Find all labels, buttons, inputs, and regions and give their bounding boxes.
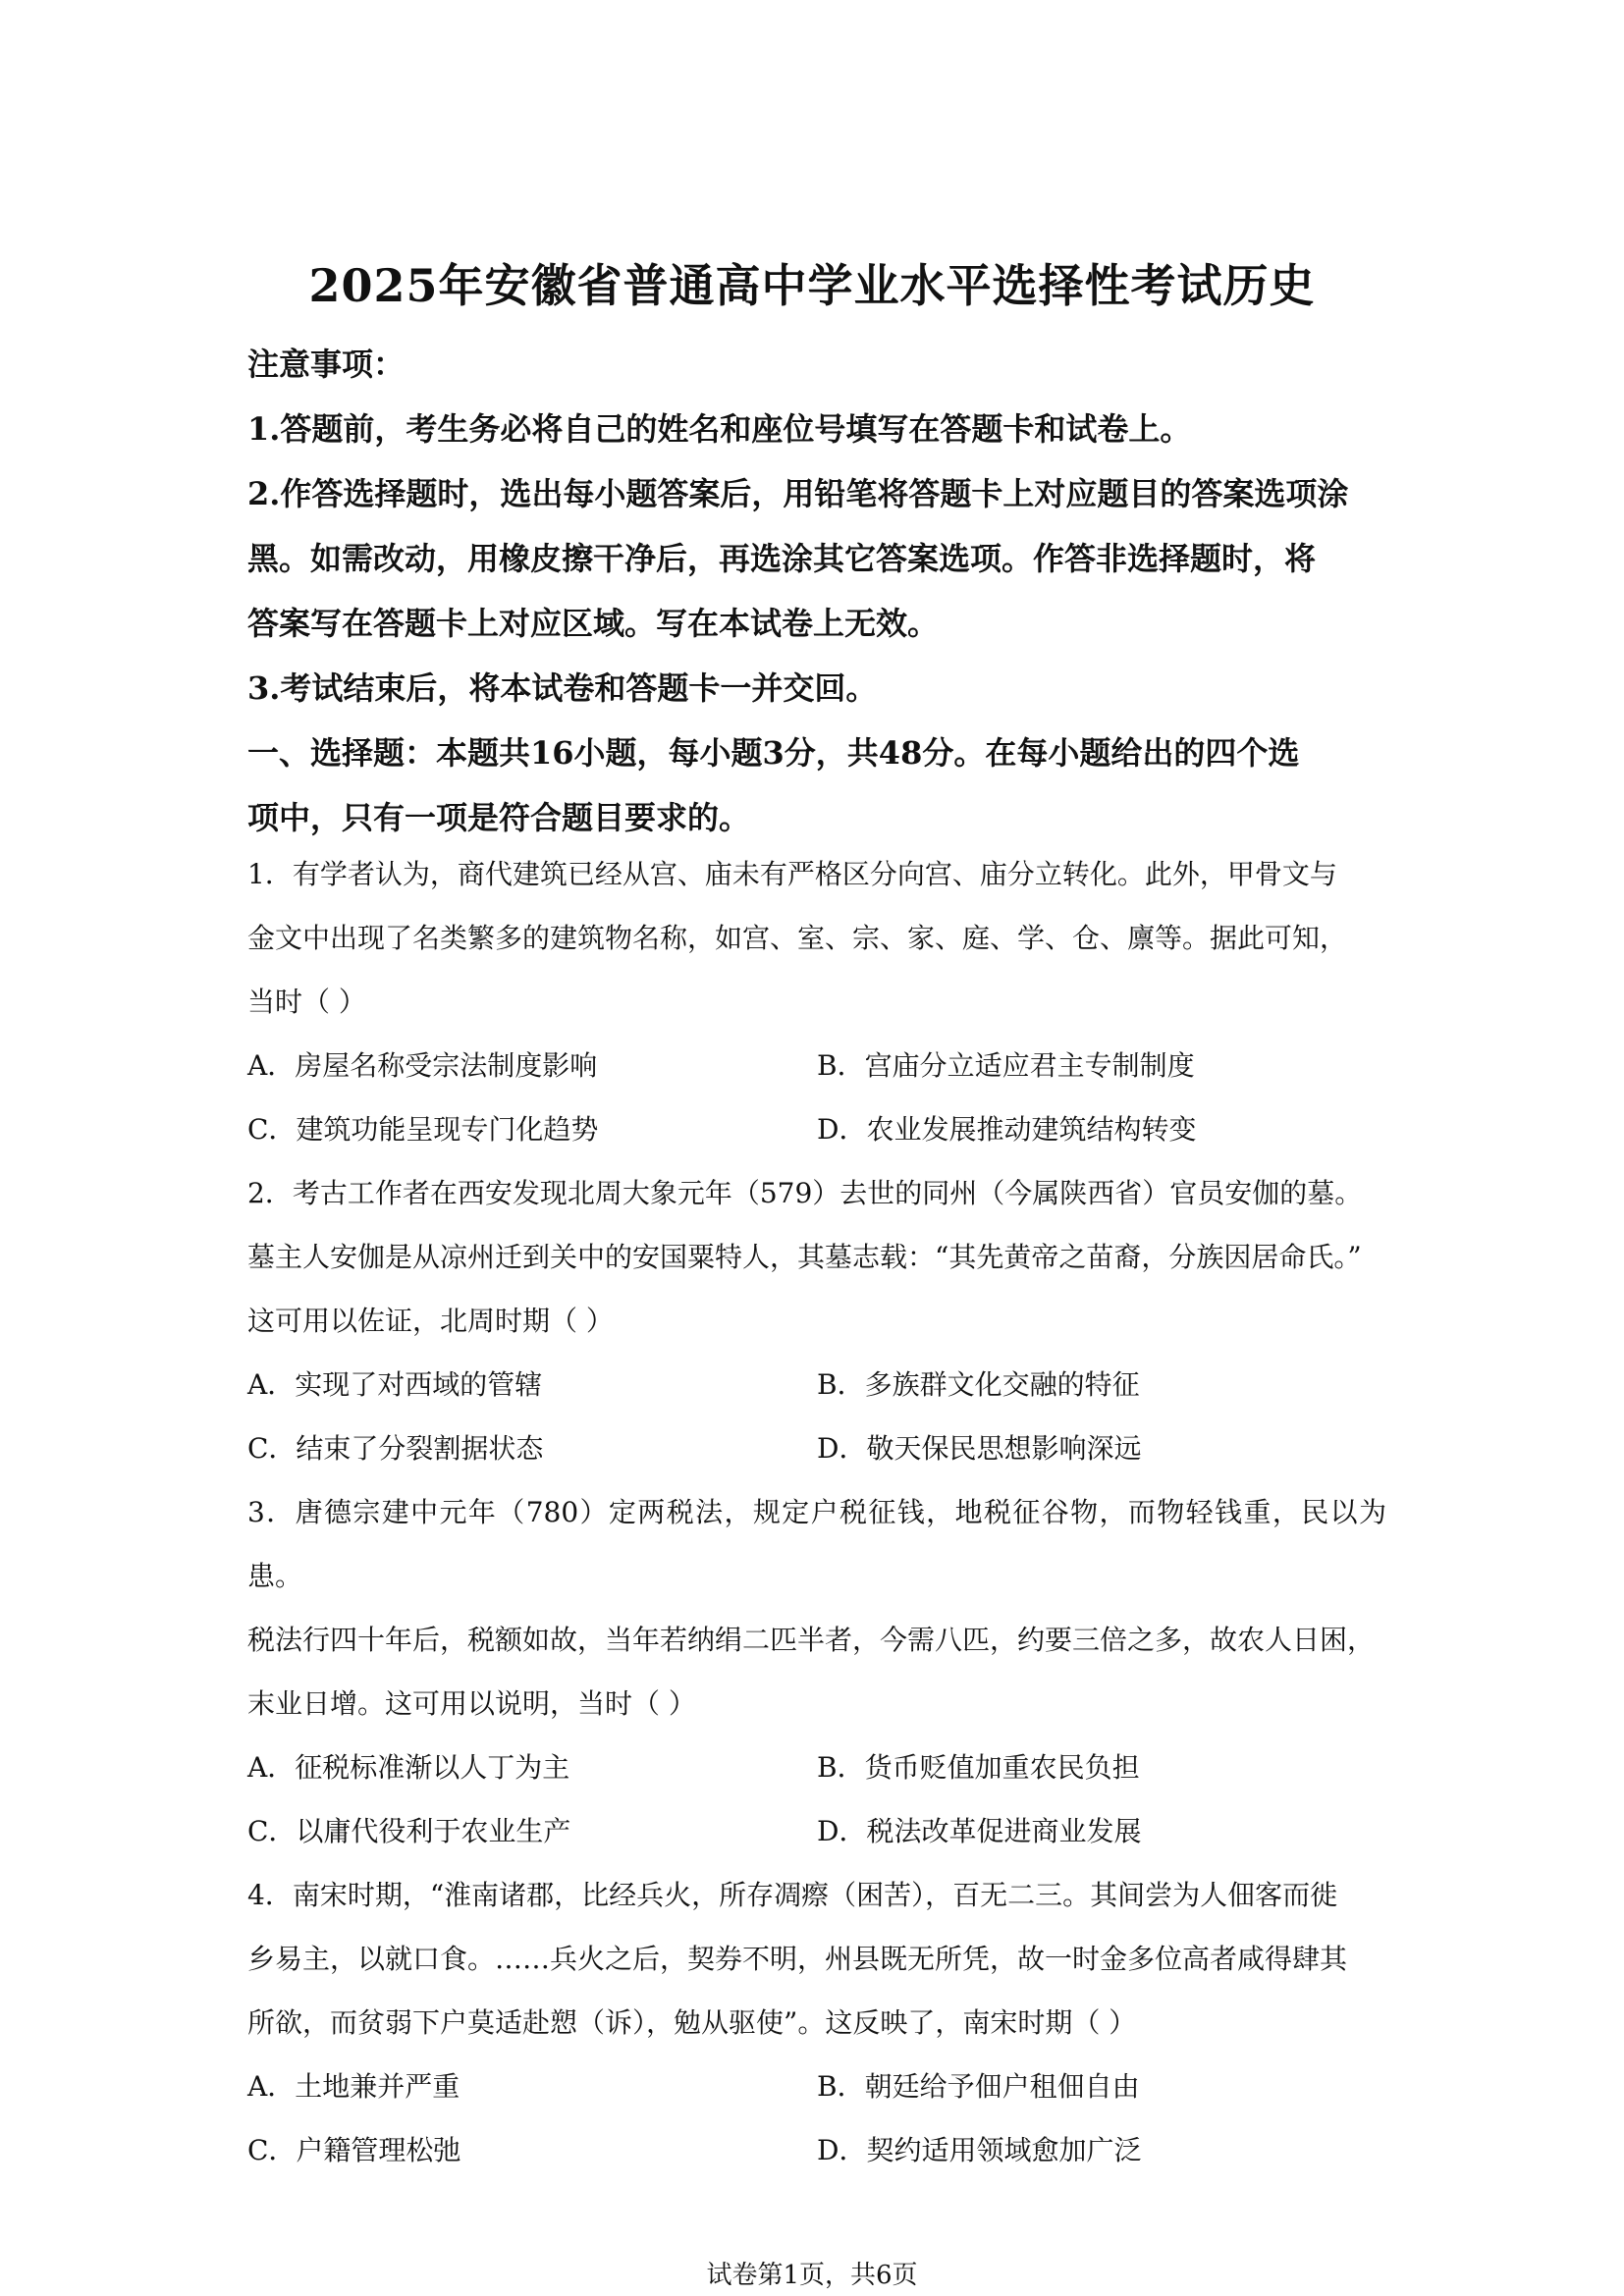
option-b: B．朝廷给予佃户租佃自由 [817, 2070, 1140, 2103]
notice-item-2-line-3: 答案写在答题卡上对应区域。写在本试卷上无效。 [247, 605, 940, 642]
option-c: C．建筑功能呈现专门化趋势 [247, 1113, 599, 1146]
question-stem-line: 乡易主，以就口食。……兵火之后，契券不明，州县既无所凭，故一时金多位高者咸得肆其 [247, 1943, 1348, 1975]
option-d: D．农业发展推动建筑结构转变 [817, 1113, 1197, 1146]
exam-title: 2025年安徽省普通高中学业水平选择性考试历史 [308, 259, 1316, 312]
question-stem-line: 这可用以佐证，北周时期（ ） [247, 1305, 614, 1337]
option-a: A．房屋名称受宗法制度影响 [247, 1049, 598, 1082]
option-b: B．多族群文化交融的特征 [817, 1368, 1140, 1401]
question-3 [247, 1480, 1386, 1863]
question-stem-line: 墓主人安伽是从凉州迁到关中的安国粟特人，其墓志载：“其先黄帝之苗裔，分族因居命氏。” [247, 1241, 1362, 1273]
notice-item-2-line-2: 黑。如需改动，用橡皮擦干净后，再选涂其它答案选项。作答非选择题时，将 [247, 540, 1317, 577]
notice-item-2-line-1: 2.作答选择题时，选出每小题答案后，用铅笔将答题卡上对应题目的答案选项涂 [247, 475, 1349, 512]
question-1 [247, 842, 1386, 1161]
notice-item-1: 1.答题前，考生务必将自己的姓名和座位号填写在答题卡和试卷上。 [247, 410, 1192, 448]
question-stem-line: 2．考古工作者在西安发现北周大象元年（579）去世的同州（今属陕西省）官员安伽的墓。 [247, 1177, 1363, 1209]
question-stem-line: 4．南宋时期，“淮南诸郡，比经兵火，所存凋瘵（困苦），百无二三。其间尝为人佃客而徙 [247, 1879, 1338, 1911]
option-d: D．税法改革促进商业发展 [817, 1815, 1142, 1847]
option-c: C．以庸代役利于农业生产 [247, 1815, 571, 1847]
question-options [247, 2055, 1386, 2182]
option-c: C．结束了分裂割据状态 [247, 1432, 544, 1465]
section-heading-line-1: 一、选择题：本题共16小题，每小题3分，共48分。在每小题给出的四个选 [247, 734, 1300, 772]
notice-heading: 注意事项： [247, 346, 406, 383]
question-list [247, 842, 1386, 2182]
question-2 [247, 1161, 1386, 1480]
section-heading-line-2: 项中，只有一项是符合题目要求的。 [247, 799, 751, 836]
notice-block [247, 332, 1386, 850]
option-d: D．契约适用领域愈加广泛 [817, 2134, 1142, 2166]
option-d: D．敬天保民思想影响深远 [817, 1432, 1142, 1465]
question-stem-line: 税法行四十年后，税额如故，当年若纳绢二匹半者，今需八匹，约要三倍之多，故农人日困， [247, 1624, 1376, 1656]
option-c: C．户籍管理松弛 [247, 2134, 461, 2166]
question-options [247, 1735, 1386, 1863]
option-a: A．土地兼并严重 [247, 2070, 460, 2103]
question-options [247, 1353, 1386, 1480]
option-b: B．货币贬值加重农民负担 [817, 1751, 1140, 1784]
notice-item-3: 3.考试结束后，将本试卷和答题卡一并交回。 [247, 669, 878, 707]
question-4 [247, 1863, 1386, 2182]
question-stem-line: 金文中出现了名类繁多的建筑物名称，如宫、室、宗、家、庭、学、仓、廪等。据此可知， [247, 922, 1348, 954]
question-options [247, 1034, 1386, 1161]
page-footer: 试卷第1页，共6页 [706, 2261, 918, 2290]
question-stem-line: 所欲，而贫弱下户莫适赴愬（诉），勉从驱使”。这反映了，南宋时期（ ） [247, 2006, 1137, 2039]
question-stem-line: 1．有学者认为，商代建筑已经从宫、庙未有严格区分向宫、庙分立转化。此外，甲骨文与 [247, 858, 1337, 890]
question-stem-line: 末业日增。这可用以说明，当时（ ） [247, 1687, 696, 1720]
option-a: A．实现了对西域的管辖 [247, 1368, 543, 1401]
option-b: B．宫庙分立适应君主专制制度 [817, 1049, 1195, 1082]
question-stem-line: 当时（ ） [247, 986, 366, 1018]
option-a: A．征税标准渐以人丁为主 [247, 1751, 570, 1784]
question-stem-line: 3．唐德宗建中元年（780）定两税法，规定户税征钱，地税征谷物，而物轻钱重，民以为患。 [247, 1496, 1386, 1592]
